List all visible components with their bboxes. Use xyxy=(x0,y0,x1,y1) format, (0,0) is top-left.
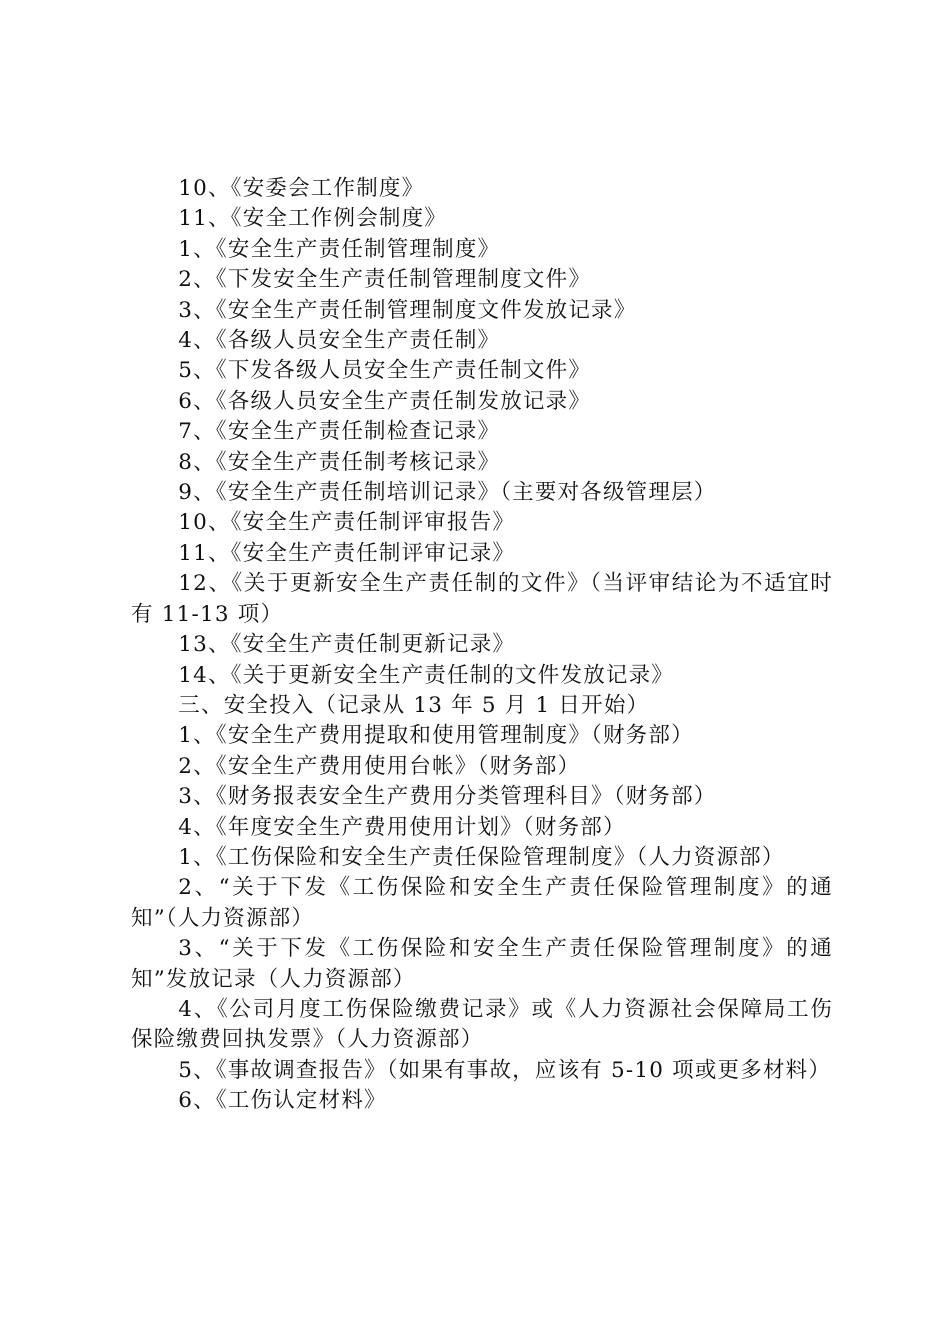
list-item: 11、《安全工作例会制度》 xyxy=(178,206,448,232)
list-item: 10、《安全生产责任制评审报告》 xyxy=(178,510,516,536)
list-item: 3、“关于下发《工伤保险和安全生产责任保险管理制度》的通知”发放记录（人力资源部） xyxy=(131,936,833,992)
list-item: 9、《安全生产责任制培训记录》（主要对各级管理层） xyxy=(178,480,717,506)
list-item: 1、《安全生产费用提取和使用管理制度》（财务部） xyxy=(178,723,694,749)
list-item: 2、“关于下发《工伤保险和安全生产责任保险管理制度》的通知”（人力资源部） xyxy=(131,875,833,931)
list-item: 3、《安全生产责任制管理制度文件发放记录》 xyxy=(178,297,637,323)
list-item: 4、《年度安全生产费用使用计划》（财务部） xyxy=(178,814,626,840)
list-item: 2、《下发安全生产责任制管理制度文件》 xyxy=(178,267,592,293)
list-item: 4、《各级人员安全生产责任制》 xyxy=(178,328,501,354)
document-body xyxy=(131,174,833,1117)
list-item: 13、《安全生产责任制更新记录》 xyxy=(178,632,516,658)
list-item: 5、《下发各级人员安全生产责任制文件》 xyxy=(178,358,592,384)
section-heading: 三、安全投入（记录从 13 年 5 月 1 日开始） xyxy=(178,692,650,718)
list-item: 12、《关于更新安全生产责任制的文件》（当评审结论为不适宜时有 11-13 项） xyxy=(131,571,833,627)
list-item: 10、《安委会工作制度》 xyxy=(178,176,425,201)
list-item: 6、《工伤认定材料》 xyxy=(178,1088,387,1114)
list-item: 3、《财务报表安全生产费用分类管理科目》（财务部） xyxy=(178,784,717,810)
list-item: 6、《各级人员安全生产责任制发放记录》 xyxy=(178,388,592,414)
list-item: 1、《安全生产责任制管理制度》 xyxy=(178,236,501,262)
list-item: 8、《安全生产责任制考核记录》 xyxy=(178,449,501,475)
list-item: 7、《安全生产责任制检查记录》 xyxy=(178,419,501,445)
list-item: 5、《事故调查报告》（如果有事故，应该有 5-10 项或更多材料） xyxy=(178,1057,832,1083)
list-item: 11、《安全生产责任制评审记录》 xyxy=(178,540,516,566)
list-item: 2、《安全生产费用使用台帐》（财务部） xyxy=(178,753,581,779)
list-item: 1、《工伤保险和安全生产责任保险管理制度》（人力资源部） xyxy=(178,844,785,870)
list-item: 14、《关于更新安全生产责任制的文件发放记录》 xyxy=(178,662,675,688)
list-item: 4、《公司月度工伤保险缴费记录》或《人力资源社会保障局工伤保险缴费回执发票》（人力资源部） xyxy=(131,996,833,1053)
